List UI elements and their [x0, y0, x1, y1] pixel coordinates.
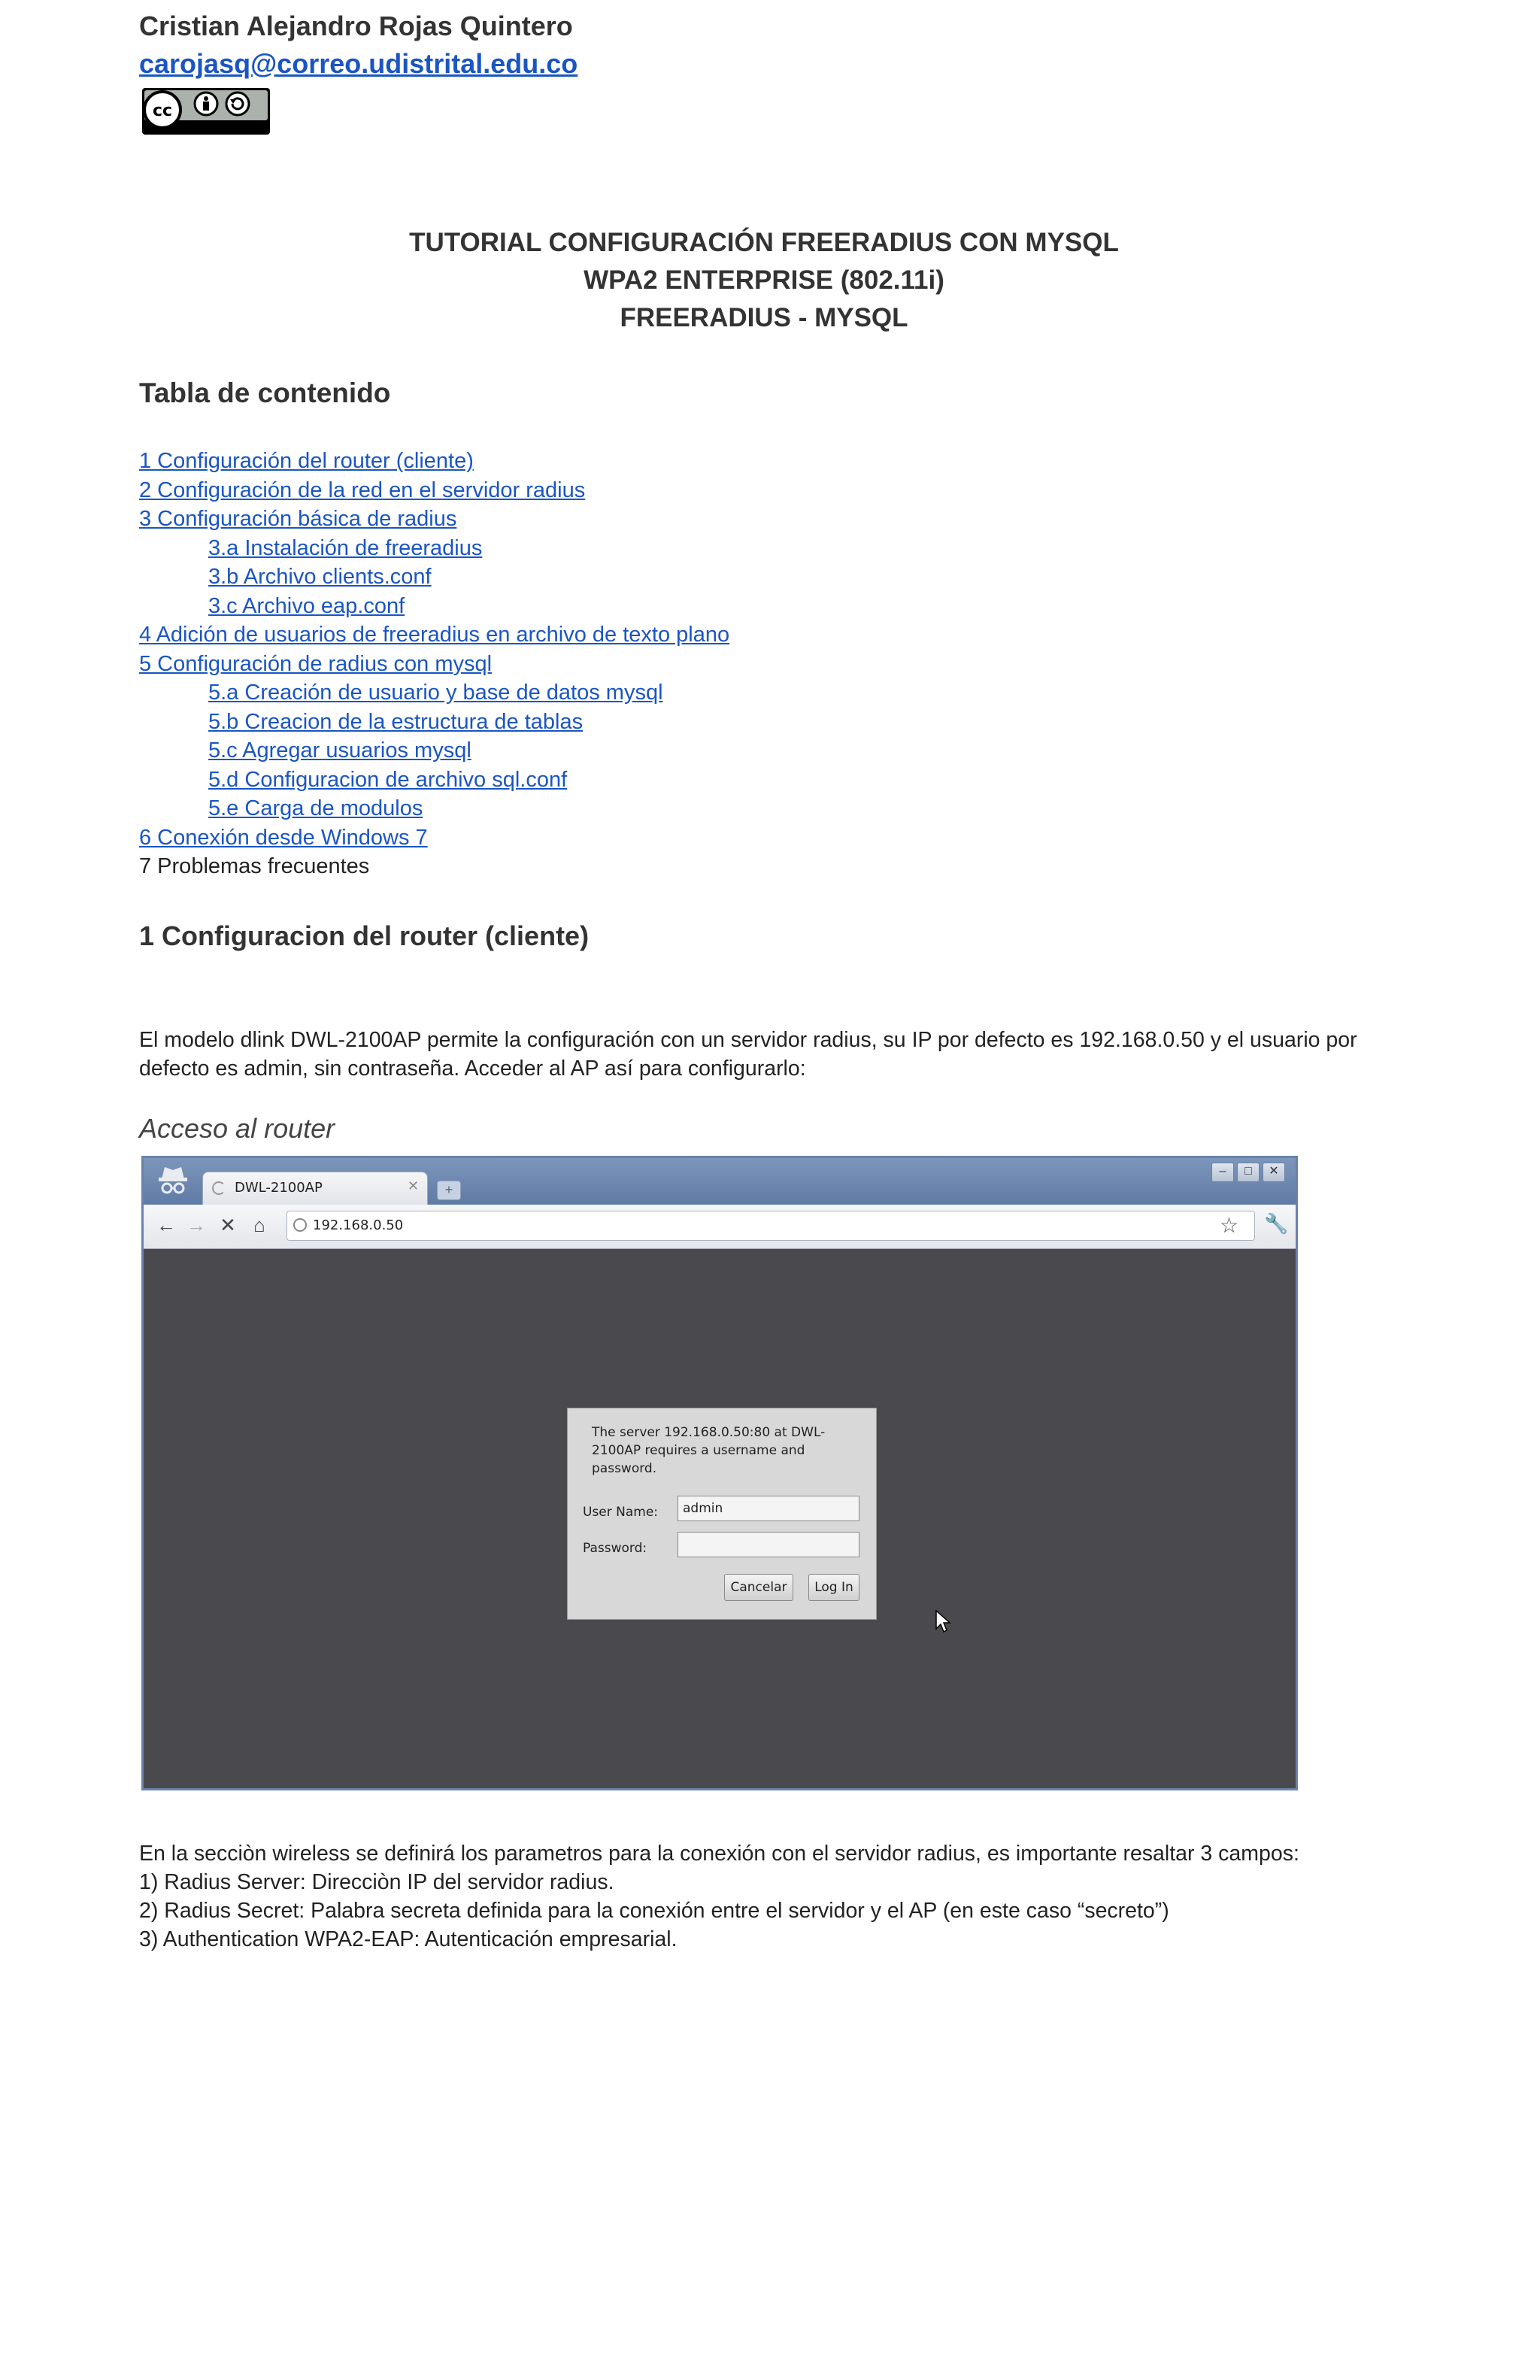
password-label: Password: [583, 1541, 647, 1556]
tab-title: DWL-2100AP [235, 1180, 323, 1196]
username-label: User Name: [583, 1505, 659, 1520]
login-button[interactable]: Log In [808, 1574, 859, 1601]
toc-link-3a[interactable]: 3.a Instalación de freeradius [208, 535, 483, 560]
globe-icon [293, 1218, 307, 1232]
browser-toolbar [144, 1205, 1296, 1249]
title-line-2: WPA2 ENTERPRISE (802.11i) [584, 265, 944, 295]
toc-link-4[interactable]: 4 Adición de usuarios de freeradius en archivo de texto plano [139, 623, 730, 647]
title-line-1: TUTORIAL CONFIGURACIÓN FREERADIUS CON MYSQL [409, 228, 1119, 257]
field-2-radius-secret: 2) Radius Secret: Palabra secreta definida para la conexión entre el servidor y el AP (en este caso “secreto”) [139, 1899, 1169, 1923]
maximize-button[interactable]: □ [1237, 1163, 1260, 1182]
field-3-authentication: 3) Authentication WPA2-EAP: Autenticación empresarial. [139, 1927, 678, 1951]
forward-icon[interactable]: → [186, 1214, 206, 1236]
loading-icon [212, 1181, 226, 1195]
address-bar[interactable] [286, 1211, 1255, 1241]
toc-link-1[interactable]: 1 Configuración del router (cliente) [139, 449, 474, 473]
home-icon[interactable]: ⌂ [253, 1214, 265, 1236]
incognito-icon [157, 1164, 189, 1199]
section-1-intro: El modelo dlink DWL-2100AP permite la configuración con un servidor radius, su IP por defecto es 192.168.0.50 y el usuario por defecto es admin, sin contraseña. Acceder al AP así para configurarlo: [139, 1028, 1357, 1081]
toc-link-2[interactable]: 2 Configuración de la red en el servidor radius [139, 478, 586, 502]
figure-caption: Acceso al router [139, 1113, 335, 1144]
auth-dialog [567, 1408, 877, 1620]
toc-link-3c[interactable]: 3.c Archivo eap.conf [208, 593, 405, 618]
close-window-button[interactable]: ✕ [1263, 1163, 1285, 1182]
new-tab-button[interactable]: + [437, 1181, 461, 1200]
browser-titlebar [144, 1158, 1296, 1205]
table-of-contents [139, 447, 729, 881]
cc-by-sa-license-badge [141, 87, 271, 135]
toc-link-5d[interactable]: 5.d Configuracion de archivo sql.conf [208, 767, 568, 792]
browser-screenshot [141, 1156, 1298, 1790]
toc-link-6[interactable]: 6 Conexión desde Windows 7 [139, 825, 428, 850]
cancel-button[interactable]: Cancelar [724, 1574, 793, 1601]
username-field[interactable]: admin [678, 1496, 859, 1521]
stop-icon[interactable]: ✕ [220, 1214, 236, 1236]
toc-link-3[interactable]: 3 Configuración básica de radius [139, 507, 457, 531]
svg-text:cc: cc [152, 102, 173, 120]
back-icon[interactable]: ← [156, 1214, 176, 1236]
toc-link-5b[interactable]: 5.b Creacion de la estructura de tablas [208, 709, 584, 734]
toc-link-5[interactable]: 5 Configuración de radius con mysql [139, 651, 493, 676]
wireless-section-text [139, 1839, 1402, 1954]
tab-close-icon[interactable]: ✕ [408, 1178, 420, 1193]
wrench-menu-icon[interactable]: 🔧 [1264, 1212, 1289, 1235]
field-1-radius-server: 1) Radius Server: Direcciòn IP del servidor radius. [139, 1870, 614, 1894]
toc-link-5c[interactable]: 5.c Agregar usuarios mysql [208, 738, 471, 763]
title-line-3: FREERADIUS - MYSQL [620, 303, 908, 332]
author-email-link[interactable]: carojasq@correo.udistrital.edu.co [139, 48, 578, 79]
toc-heading: Tabla de contenido [139, 377, 391, 408]
url-text: 192.168.0.50 [313, 1217, 404, 1233]
toc-link-5a[interactable]: 5.a Creación de usuario y base de datos mysql [208, 681, 663, 705]
document-title [0, 224, 1528, 337]
browser-tab[interactable] [202, 1172, 428, 1205]
minimize-button[interactable]: – [1211, 1163, 1234, 1182]
password-field[interactable] [678, 1532, 859, 1557]
wireless-intro: En la secciòn wireless se definirá los parametros para la conexión con el servidor radius, es importante resaltar 3 campos: [139, 1842, 1299, 1866]
bookmark-star-icon[interactable]: ☆ [1220, 1214, 1239, 1237]
toc-link-3b[interactable]: 3.b Archivo clients.conf [208, 565, 432, 589]
toc-item-7: 7 Problemas frecuentes [139, 854, 370, 878]
section-1-heading: 1 Configuracion del router (cliente) [139, 920, 590, 951]
toc-link-5e[interactable]: 5.e Carga de modulos [208, 796, 423, 820]
author-name: Cristian Alejandro Rojas Quintero [139, 11, 573, 41]
mouse-cursor-icon [935, 1609, 951, 1633]
auth-dialog-message: The server 192.168.0.50:80 at DWL-2100AP requires a username and password. [592, 1425, 826, 1476]
